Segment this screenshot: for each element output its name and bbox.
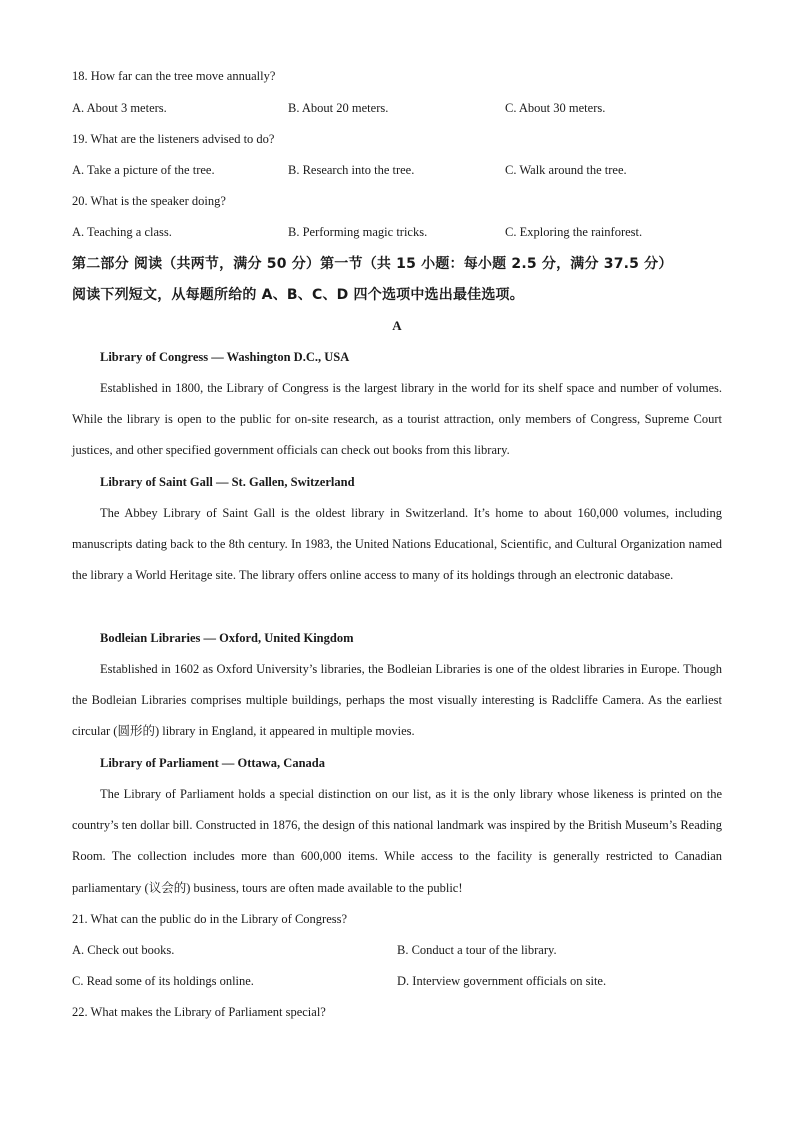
q19-option-a: A. Take a picture of the tree. — [72, 163, 215, 177]
section-title: 第二部分 阅读（共两节，满分 50 分）第一节（共 15 小题：每小题 2.5 分，满分 37.5 分） — [72, 256, 673, 272]
q20-option-b: B. Performing magic tricks. — [288, 225, 428, 239]
question-19: 19. What are the listeners advised to do? — [72, 132, 275, 146]
q18-option-a: A. About 3 meters. — [72, 101, 167, 115]
question-21: 21. What can the public do in the Library of Congress? — [72, 912, 348, 926]
library-heading-congress: Library of Congress — Washington D.C., USA — [100, 350, 350, 364]
library-heading-saint-gall: Library of Saint Gall — St. Gallen, Switzerland — [100, 475, 355, 489]
q19-option-c: C. Walk around the tree. — [505, 163, 627, 177]
q21-option-c: C. Read some of its holdings online. — [72, 974, 254, 988]
question-18: 18. How far can the tree move annually? — [72, 69, 276, 83]
question-22: 22. What makes the Library of Parliament special? — [72, 1005, 326, 1019]
passage-label: A — [392, 318, 402, 333]
library-text-congress: Established in 1800, the Library of Congress is the largest library in the world for its shelf space and number of volumes. While the library is open to the public for on-site research, as a tourist attraction, only members of Congress, Supreme Court justices, and other specified government officials can check out books from this library. — [72, 381, 722, 458]
q18-option-b: B. About 20 meters. — [288, 101, 389, 115]
library-heading-parliament: Library of Parliament — Ottawa, Canada — [100, 756, 325, 770]
library-heading-bodleian: Bodleian Libraries — Oxford, United Kingdom — [100, 631, 354, 645]
section-instruction: 阅读下列短文，从每题所给的 A、B、C、D 四个选项中选出最佳选项。 — [72, 287, 524, 303]
library-text-saint-gall: The Abbey Library of Saint Gall is the oldest library in Switzerland. It’s home to about 160,000 volumes, including manuscripts dating back to the 8th century. In 1983, the United Nations Educational, Scientific, and Cultural Organization named the library a World Heritage site. The library offers online access to many of its holdings through an electronic database. — [72, 506, 722, 583]
q18-option-c: C. About 30 meters. — [505, 101, 606, 115]
question-20: 20. What is the speaker doing? — [72, 194, 226, 208]
q20-option-c: C. Exploring the rainforest. — [505, 225, 643, 239]
q21-option-a: A. Check out books. — [72, 943, 175, 957]
q19-option-b: B. Research into the tree. — [288, 163, 415, 177]
q21-option-b: B. Conduct a tour of the library. — [397, 943, 557, 957]
library-text-bodleian: Established in 1602 as Oxford University’s libraries, the Bodleian Libraries is one of the oldest libraries in Europe. Though the Bodleian Libraries comprises multiple buildings, perhaps the most visually interesting is Radcliffe Camera. As the earliest circular (圆形的) library in England, it appeared in multiple movies. — [72, 662, 722, 739]
q20-option-a: A. Teaching a class. — [72, 225, 172, 239]
q21-option-d: D. Interview government officials on site. — [397, 974, 607, 988]
library-text-parliament: The Library of Parliament holds a special distinction on our list, as it is the only library whose likeness is printed on the country’s ten dollar bill. Constructed in 1876, the design of this national landmark was inspired by the British Museum’s Reading Room. The collection includes more than 600,000 items. While access to the facility is generally restricted to Canadian parliamentary (议会的) business, tours are often made available to the public! — [72, 787, 722, 895]
